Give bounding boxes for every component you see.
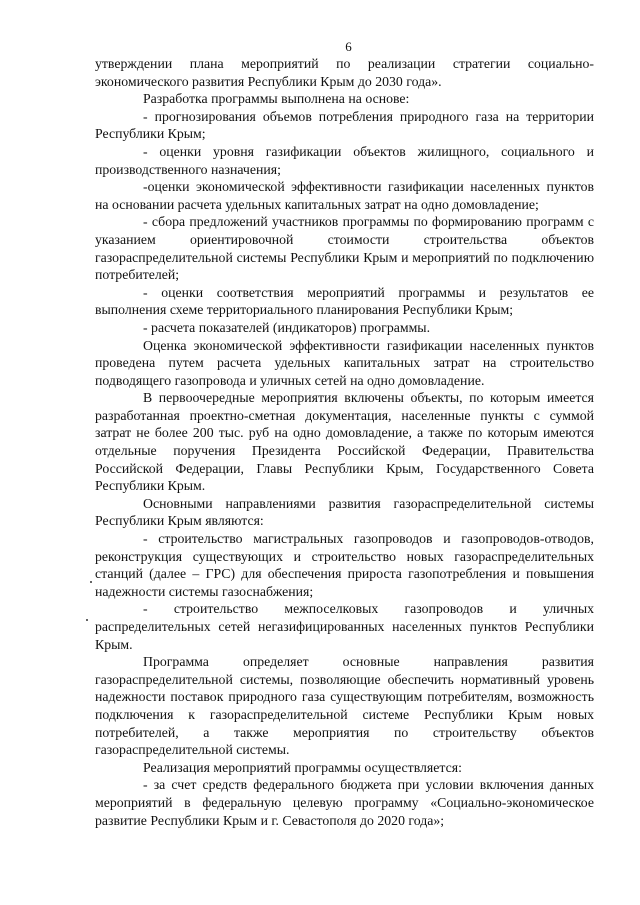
scan-speck — [86, 619, 88, 621]
list-item-indicators: - расчета показателей (индикаторов) программы. — [143, 319, 431, 335]
scan-speck — [90, 581, 92, 583]
paragraph-priority-measures: В первоочередные мероприятия включены объекты, по которым имеется разработанная проектно-сметная документация, населенные пункты с суммой затрат не более 200 тыс. руб на одно домовладение, а также по которым имеются отдельные поручения Президента Российской Федерации, Правительства Российской Федерации, Главы Республики Крым, Государственного Совета Республики Крым. — [95, 390, 594, 494]
paragraph-program-defines: Программа определяет основные направления развития газораспределительной системы, позволяющие обеспечить нормативный уровень надежности поставок природного газа существующим потребителям, возможность подключения к газораспределительной системе Республики Крым новых потребителей, а также мероприятия по строительству объектов газораспределительной системы. — [95, 654, 594, 758]
paragraph-basis-heading: Разработка программы выполнена на основе: — [143, 91, 410, 107]
paragraph-implementation: Реализация мероприятий программы осуществляется: — [143, 759, 462, 775]
list-item-compliance: - оценки соответствия мероприятий программы и результатов ее выполнения схеме территориального планирования Республики Крым; — [95, 284, 594, 318]
list-item-trunk-pipelines: - строительство магистральных газопроводов и газопроводов-отводов, реконструкция существующих и строительство новых газораспределительных станций (далее – ГРС) для обеспечения прироста газопотребления и повышения надежности системы газоснабжения; — [95, 531, 594, 599]
list-item-proposals: - сбора предложений участников программы по формированию программ с указанием ориентировочной стоимости строительства объектов газораспределительной системы Республики Крым и мероприятий по подключению потребителей; — [95, 214, 594, 283]
list-item-gasification-level: - оценки уровня газификации объектов жилищного, социального и производственного назначения; — [95, 143, 594, 177]
list-item-intersettlement-pipelines: - строительство межпоселковых газопроводов и уличных распределительных сетей негазифицированных населенных пунктов Республики Крым. — [95, 601, 594, 652]
paragraph-main-directions: Основными направлениями развития газораспределительной системы Республики Крым являются: — [95, 495, 594, 529]
list-item-economic-efficiency: -оценки экономической эффективности газификации населенных пунктов на основании расчета удельных капитальных затрат на одно домовладение; — [95, 179, 594, 212]
paragraph-efficiency-assessment: Оценка экономической эффективности газификации населенных пунктов проведена путем расчета удельных капитальных затрат на строительство подводящего газопровода и уличных сетей на одно домовладение. — [95, 337, 594, 388]
list-item-forecasting: - прогнозирования объемов потребления природного газа на территории Республики Крым; — [95, 108, 594, 142]
page-number: 6 — [345, 39, 352, 54]
paragraph-intro-continuation: утверждении плана мероприятий по реализации стратегии социально-экономического развития Республики Крым до 2030 года». — [95, 56, 594, 89]
list-item-federal-budget: - за счет средств федерального бюджета при условии включения данных мероприятий в федеральную целевую программу «Социально-экономическое развитие Республики Крым и г. Севастополя до 2020 года»; — [95, 777, 594, 828]
